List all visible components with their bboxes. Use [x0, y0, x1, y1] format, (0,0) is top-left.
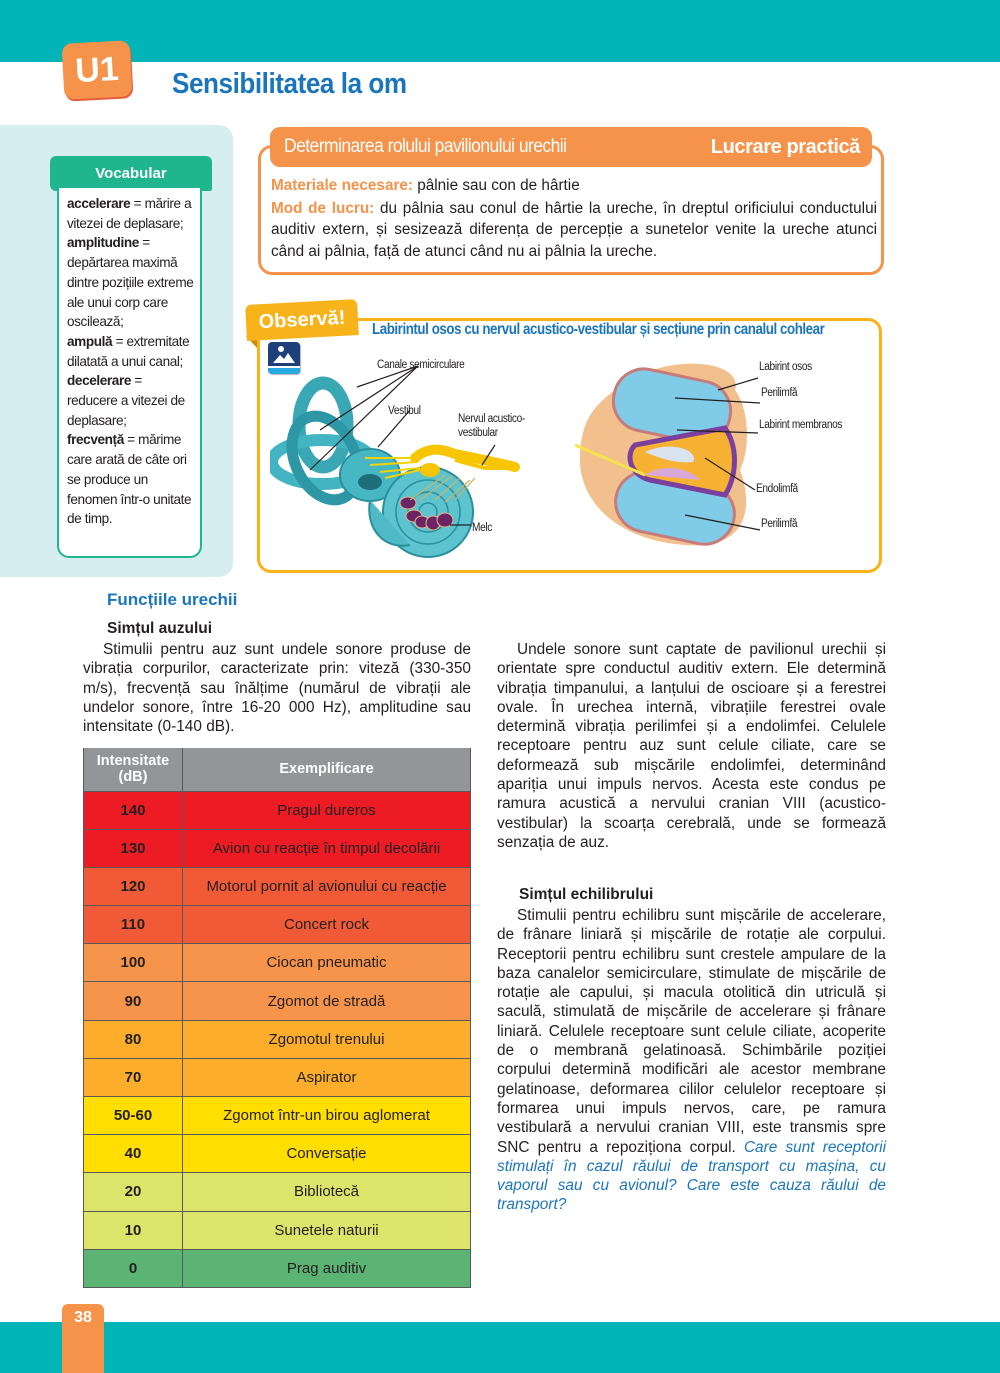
balance-question: Care sunt receptorii stimulați în cazul răului de transport cu mașina, cu vaporul sau cu avionul? Care este cauza răului de transport? — [497, 1138, 886, 1214]
hearing-intro-paragraph: Stimulii pentru auz sunt undele sonore produse de vibrația corpurilor, caracterizate prin: viteză (330-350 m/s), frecvență sau înălțime (numărul de vibrații ale undelor sonore, între 16-20 000 Hz), amplitudine sau intensitate (0-140 dB). — [83, 641, 471, 736]
example-cell: Zgomot într-un birou aglomerat — [183, 1097, 471, 1135]
practical-work-title: Determinarea rolului pavilionului urechii — [284, 136, 567, 157]
top-band — [0, 0, 1000, 62]
oval-window — [358, 474, 382, 490]
example-cell: Aspirator — [183, 1058, 471, 1096]
example-cell: Concert rock — [183, 906, 471, 944]
intensity-cell: 130 — [84, 829, 183, 867]
intensity-cell: 0 — [84, 1249, 183, 1287]
balance-text: Stimulii pentru echilibru sunt mișcările de accelerare, de frânare liniară și mișcările de rotație ale corpului. Receptorii pentru echilibru sunt crestele ampulare de la baza canalelor semicirculare, stimulate de mișcările de rotație ale capului, și macula otolitică din utriculă și saculă, stimulată de mișcările de accelerare și frânare liniară. Celulele receptoare sunt celule ciliate, acoperite de o membrană gelatinoasă. Schimbările poziției corpului determină modificări ale acestor membrane gelatinoase, deformarea cililor celulelor receptoare și formarea unui impuls nervos, care, pe ramura vestibulară a nervului cranian VIII, este transmis spre SNC pentru a repoziționa corpul. — [497, 907, 886, 1156]
table-header-row — [84, 748, 471, 791]
materials-value: pâlnie sau con de hârtie — [413, 177, 580, 194]
label-cochlea: Melc — [472, 522, 492, 534]
example-cell: Zgomotul trenului — [183, 1020, 471, 1058]
example-cell: Zgomot de stradă — [183, 982, 471, 1020]
table-row — [84, 982, 471, 1020]
balance-paragraph — [497, 906, 886, 1215]
example-cell: Bibliotecă — [183, 1173, 471, 1211]
example-cell: Motorul pornit al avionului cu reacție — [183, 867, 471, 905]
label-nerve-line1: Nervul acustico- — [458, 413, 525, 425]
observe-tab: Observă! — [245, 299, 359, 341]
table-row — [84, 829, 471, 867]
vocab-definition: = extremitate dilatată a unui canal; — [67, 333, 190, 369]
materials-line — [271, 175, 877, 197]
vocab-entry — [67, 432, 191, 526]
column-header-example: Exemplificare — [183, 748, 471, 791]
intensity-cell: 20 — [84, 1173, 183, 1211]
intensity-cell: 10 — [84, 1211, 183, 1249]
vocab-term: decelerare — [67, 373, 132, 389]
cochlear-section-diagram — [575, 350, 875, 565]
example-cell: Conversație — [183, 1135, 471, 1173]
method-line — [271, 198, 877, 263]
intensity-cell: 70 — [84, 1058, 183, 1096]
practical-work-header — [270, 127, 872, 167]
hearing-heading: Simțul auzului — [107, 620, 213, 637]
label-nerve-line2: vestibular — [458, 427, 498, 439]
unit-badge: U1 — [62, 40, 133, 99]
vocab-definition: = mărime care arată de câte ori se produce un fenomen într-o unitate de timp. — [67, 432, 192, 527]
table-row — [84, 1097, 471, 1135]
vocabulary-heading: Vocabular — [50, 156, 212, 191]
table-row — [84, 867, 471, 905]
cochlear-section-illustration — [575, 350, 875, 565]
table-row — [84, 1058, 471, 1096]
table-row — [84, 944, 471, 982]
example-cell: Prag auditiv — [183, 1249, 471, 1287]
example-cell: Pragul dureros — [183, 791, 471, 829]
vocabulary-list — [57, 188, 202, 558]
vocab-entry — [67, 334, 189, 369]
balance-heading: Simțul echilibrului — [519, 886, 654, 903]
bony-labyrinth-diagram — [270, 350, 580, 565]
labyrinth-illustration — [270, 350, 580, 565]
intensity-cell: 90 — [84, 982, 183, 1020]
label-bony-labyrinth: Labirint osos — [759, 361, 812, 373]
intensity-cell: 80 — [84, 1020, 183, 1058]
example-cell: Sunetele naturii — [183, 1211, 471, 1249]
label-perilymph-top: Perilimfă — [761, 387, 798, 399]
vocab-definition: = depărtarea maximă dintre pozițiile extreme ale unui corp care oscilează; — [67, 235, 194, 330]
label-endolymph: Endolimfă — [756, 483, 798, 495]
table-row — [84, 1135, 471, 1173]
table-row — [84, 1211, 471, 1249]
vocab-definition: = reducere a vitezei de deplasare; — [67, 373, 185, 428]
column-header-intensity: Intensitate (dB) — [84, 748, 183, 791]
practical-work-body — [271, 175, 877, 263]
vocab-definition: = mărire a vitezei de deplasare; — [67, 196, 192, 231]
table-row — [84, 1173, 471, 1211]
method-value: du pâlnia sau conul de hârtie la ureche, în dreptul orificiului conductului auditiv extern, și sesizează diferența de percepție a sunetelor venite la ureche atunci când ai pâlnia, față de atunci când nu ai pâlnia la ureche. — [271, 199, 877, 260]
intensity-cell: 50-60 — [84, 1097, 183, 1135]
table-row — [84, 1249, 471, 1287]
table-row — [84, 1020, 471, 1058]
vocab-entry — [67, 373, 185, 427]
practical-work-label: Lucrare practică — [710, 135, 860, 158]
example-cell: Avion cu reacție în timpul decolării — [183, 829, 471, 867]
vocab-term: ampulă — [67, 333, 113, 349]
example-cell: Ciocan pneumatic — [183, 944, 471, 982]
label-semicircular-canals: Canale semicirculare — [377, 359, 465, 371]
vocab-entry — [67, 196, 191, 231]
sound-intensity-table — [83, 748, 471, 1288]
vocab-term: amplitudine — [67, 235, 139, 251]
page-number: 38 — [62, 1304, 104, 1373]
method-key: Mod de lucru: — [271, 199, 375, 217]
table-row — [84, 906, 471, 944]
vocab-term: frecvență — [67, 432, 124, 448]
intensity-cell: 100 — [84, 944, 183, 982]
table-body — [84, 791, 471, 1287]
hearing-paragraph: Undele sonore sunt captate de pavilionul urechii și orientate spre conductul auditiv extern. Ele determină vibrația timpanului, a lanțului de oscioare și a ferestrei ovale. În urechea internă, vibrațiile ferestrei ovale determină vibrația perilimfei și a endolimfei. Celulele receptoare pentru auz sunt celule ciliate, care se deformează sub mișcările endolimfei, determinând apariția unui impuls nervos. Acesta este condus pe ramura acustică a nervului cranian VIII (acustico-vestibular) la scoarța cerebrală, unde se formează senzația de auz. — [497, 641, 886, 851]
observe-title: Labirintul osos cu nervul acustico-vestibular și secțiune prin canalul cohlear — [372, 321, 825, 338]
vocab-term: accelerare — [67, 196, 131, 211]
intensity-cell: 120 — [84, 867, 183, 905]
label-perilymph-bottom: Perilimfă — [761, 518, 798, 530]
intensity-cell: 140 — [84, 791, 183, 829]
intensity-cell: 40 — [84, 1135, 183, 1173]
section-heading-ear-functions: Funcțiile urechii — [107, 590, 238, 609]
materials-key: Materiale necesare: — [271, 177, 414, 194]
bottom-band — [0, 1322, 1000, 1373]
label-membranous-labyrinth: Labirint membranos — [759, 419, 843, 431]
vocab-entry — [67, 235, 193, 329]
intensity-cell: 110 — [84, 906, 183, 944]
table-row — [84, 791, 471, 829]
label-vestibule: Vestibul — [388, 405, 421, 417]
page-title: Sensibilitatea la om — [172, 68, 407, 100]
